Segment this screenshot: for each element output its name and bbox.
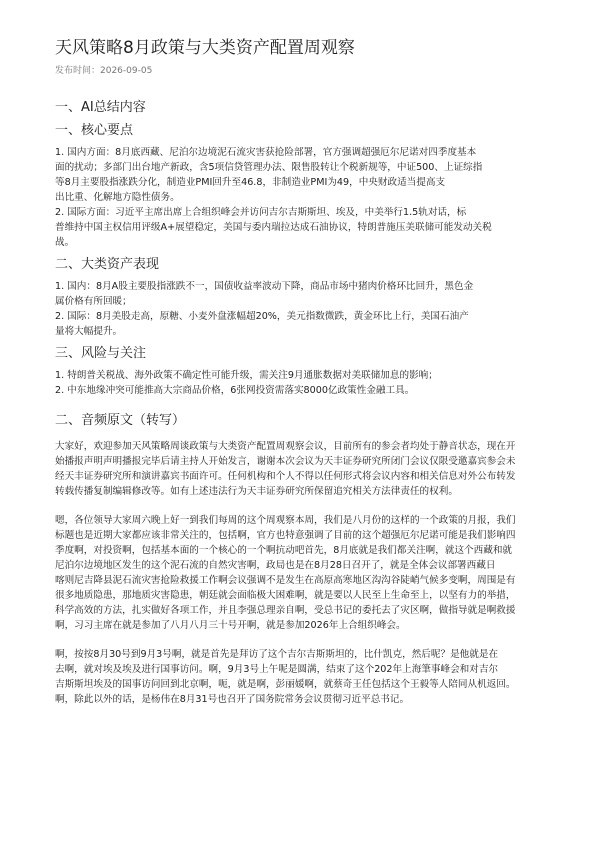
transcript-paragraph [55, 647, 545, 707]
text-line: 很多地质隐患，那地质灾害隐患，朝廷就会面临极大困难啊，就是要以人民至上生命至上，以坚有力的举措， [55, 590, 516, 601]
text-line: 面的扰动；多部门出台地产新政，含5项信贷管理办法、限售股转让个税新规等，中证500、上证综指 [55, 162, 483, 173]
risks-heading: 三、风险与关注 [55, 346, 147, 361]
text-line: 去啊，就对埃及埃及进行国事访问。啊，9月3号上午呢是圆满，结束了这个202年上海筆事峰会和对吉尔 [55, 664, 499, 675]
text-line: 嗯，各位领导大家周六晚上好一到我们每周的这个周观察本周，我们是八月份的这样的一个政策的月报，我们 [55, 515, 516, 526]
text-line: 喀则尼吉降县泥石流灾害抢险救援工作啊会议强调不是发生在高原高寒地区沟沟谷陡峭气候多变啊，周围是有 [55, 575, 516, 586]
text-line: 量将大幅提升。 [55, 326, 123, 337]
text-line: 战。 [55, 237, 75, 248]
text-line: 普维持中国主权信用评级A+展望稳定，美国与委内瑞拉达成石油协议，特朗普施压美联储可能发动关税 [55, 222, 492, 233]
transcript-paragraph [55, 513, 545, 633]
publish-date: 发布时间：2026-09-05 [55, 66, 153, 76]
transcript-heading: 二、音频原文（转写） [55, 413, 186, 428]
text-line: 标题也是近期大家都应该非常关注的，包括啊，官方也特意强调了目前的这个超强厄尔尼诺可能是我们影响四 [55, 530, 516, 541]
text-line: 属价格有所回暖； [55, 296, 132, 307]
page-title: 天风策略8月政策与大类资产配置周观察 [55, 38, 355, 58]
text-line: 转载传播复制编辑修改等。如有上述违法行为天丰证券研究所保留追究相关方法律责任的权利。 [55, 486, 458, 497]
core-point-domestic [55, 145, 545, 205]
asset-point-domestic [55, 279, 545, 309]
risk-point: 2. 中东地缘冲突可能推高大宗商品价格，6张网投资需落实8000亿政策性金融工具。 [55, 385, 415, 396]
risk-point: 1. 特朗普关税战、海外政策不确定性可能升级，需关注9月通胀数据对美联储加息的影响； [55, 370, 438, 381]
text-line: 大家好，欢迎参加天风策略周谈政策与大类资产配置周观察会议，目前所有的参会者均处于静音状态，现在开 [55, 441, 516, 452]
text-line: 经天丰证券研究所和演讲嘉宾书面许可。任何机构和个人不得以任何形式将会议内容和相关信息对外公布转发 [55, 471, 516, 482]
core-points-heading: 一、核心要点 [55, 123, 134, 138]
ai-summary-section [55, 99, 545, 398]
asset-performance-heading: 二、大类资产表现 [55, 257, 160, 272]
core-point-international [55, 205, 545, 250]
ai-summary-heading: 一、AI总结内容 [55, 100, 146, 115]
text-line: 尼泊尔边境地区发生的这个泥石流的自然灾害啊，政局也是在8月28日召开了，就是全体会议部署西藏日 [55, 560, 496, 571]
text-line: 等8月主要股指涨跌分化，制造业PMI回升至46.8，非制造业PMI为49，中央财政适当提高支 [55, 177, 446, 188]
text-line: 啊，习习主席在就是参加了八月八月三十号开啊，就是参加2026年上合组织峰会。 [55, 620, 406, 631]
text-line: 吉斯斯坦埃及的国事访问回到北京啊，呃，就是啊，彭丽媛啊，就蔡奇王任包括这个王毅等人陪同从机返回。 [55, 679, 516, 690]
document-page [55, 36, 545, 707]
text-line: 啊，按按8月30号到9月3号啊，就是首先是拜访了这个吉尔吉斯斯坦的，比什凯克，然后呢？是他就是在 [55, 649, 499, 660]
text-line: 1. 国内方面：8月底西藏、尼泊尔边境泥石流灾害获抢险部署，官方强调超强厄尔尼诺对四季度基本 [55, 147, 477, 158]
text-line: 出比重、化解地方隐性债务。 [55, 192, 180, 203]
text-line: 啊，除此以外的话，是杨伟在8月31号也召开了国务院常务会议贯彻习近平总书记。 [55, 694, 410, 705]
text-line: 科学高效的方法，扎实做好各项工作，并且李强总理亲自啊，受总书记的委托去了灾区啊，做指导就是啊救援 [55, 605, 516, 616]
text-line: 季度啊，对投资啊，包括基本面的一个核心的一个啊抗动吧首先，8月底就是我们都关注啊，就这个西藏和就 [55, 545, 513, 556]
transcript-paragraph [55, 439, 545, 499]
transcript-section [55, 412, 545, 707]
asset-point-international [55, 309, 545, 339]
text-line: 始播报声明声明播报完毕后请主持人开始发言，谢谢本次会议为天丰证券研究所闭门会议仅限受邀嘉宾参会未 [55, 456, 516, 467]
text-line: 2. 国际：8月美股走高，原糖、小麦外盘涨幅超20%，美元指数微跌，黄金环比上行，美国石油产 [55, 311, 469, 322]
text-line: 1. 国内：8月A股主要股指涨跌不一，国债收益率波动下降，商品市场中猪肉价格环比回升，黑色金 [55, 281, 474, 292]
text-line: 2. 国际方面：习近平主席出席上合组织峰会并访问吉尔吉斯斯坦、埃及，中美举行1.5轨对话，标 [55, 207, 467, 218]
